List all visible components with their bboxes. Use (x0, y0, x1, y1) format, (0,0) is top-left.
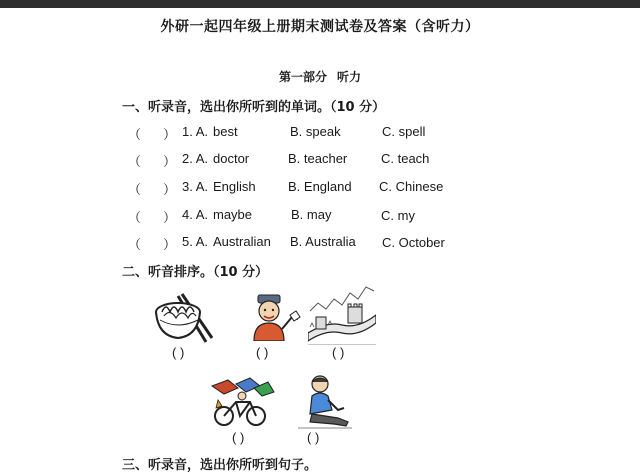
option-a: best (213, 124, 238, 139)
option-a: English (213, 179, 256, 194)
answer-blank-open: （ (128, 182, 142, 197)
answer-blank-open: （ (128, 210, 142, 225)
answer-blank-close: ） (163, 237, 177, 252)
top-bar (0, 0, 640, 8)
option-b: B. teacher (288, 151, 348, 166)
question-number: 2. A. (182, 151, 209, 166)
question-number: 1. A. (182, 124, 209, 139)
section2-heading: 二、听音排序。（10 分） (122, 265, 269, 280)
section1-heading: 一、听录音，选出你所听到的单词。（10 分） (122, 100, 386, 115)
order-blank: ( ) (232, 430, 245, 445)
option-b: B. speak (290, 124, 341, 139)
document-page (0, 8, 640, 473)
section3-heading: 三、听录音，选出你所听到句子。 (122, 458, 318, 473)
question-number: 4. A. (182, 207, 209, 222)
option-b: B. may (291, 207, 332, 222)
question-number: 5. A. (182, 234, 209, 249)
option-c: C. spell (382, 124, 426, 139)
option-b: B. England (288, 179, 352, 194)
answer-blank-open: （ (128, 237, 142, 252)
answer-blank-open: （ (128, 127, 142, 142)
order-blank: ( ) (332, 345, 345, 360)
option-b: B. Australia (290, 234, 356, 249)
part-heading (0, 68, 640, 85)
sitting-child-picture (298, 374, 352, 430)
answer-blank-close: ） (163, 154, 177, 169)
document-title: 外研一起四年级上册期末测试卷及答案（含听力） (160, 19, 480, 35)
boy-picture (246, 289, 302, 341)
option-a: doctor (213, 151, 250, 166)
part-label: 第一部分 (278, 70, 327, 84)
great-wall-picture (308, 281, 376, 345)
part-name: 听力 (337, 70, 362, 84)
option-a: Australian (213, 234, 271, 249)
question-number: 3. A. (182, 179, 209, 194)
answer-blank-close: ） (163, 182, 177, 197)
order-blank: ( ) (307, 430, 320, 445)
answer-blank-open: （ (128, 154, 142, 169)
option-c: C. teach (381, 151, 430, 166)
bike-scene-picture (208, 376, 276, 428)
option-c: C. October (382, 235, 445, 250)
answer-blank-close: ） (163, 210, 177, 225)
order-blank: ( ) (256, 345, 269, 360)
order-blank: ( ) (172, 345, 185, 360)
noodles-bowl-picture (152, 288, 214, 344)
option-c: C. my (381, 208, 415, 223)
option-c: C. Chinese (379, 179, 444, 194)
option-a: maybe (213, 207, 253, 222)
answer-blank-close: ） (163, 127, 177, 142)
